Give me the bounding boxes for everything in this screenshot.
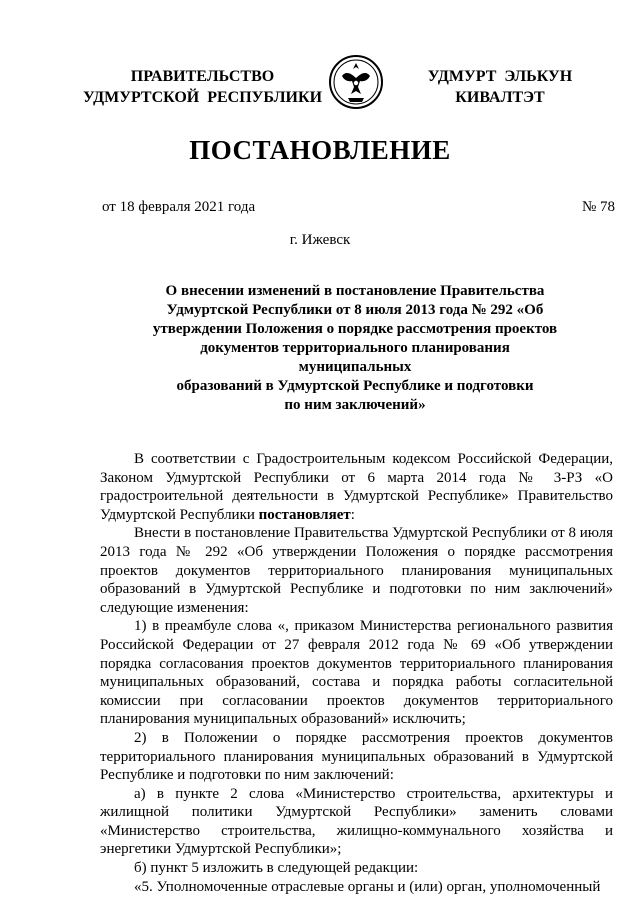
issuer-udmurt-line2: КИВАЛТЭТ [455, 89, 545, 106]
body-paragraph-item-2a: а) в пункте 2 слова «Министерство строительства, архитектуры и жилищной политики Удмуртской Республики» заменить словами «Министерство строительства, жилищно-коммунального хозяйства и энергетики Удмуртской Республики»; [100, 785, 613, 858]
document-date: от 18 февраля 2021 года [102, 199, 256, 215]
subject-line: документов территориального планирования муниципальных [200, 340, 510, 375]
subject-line: Удмуртской Республики от 8 июля 2013 года № 292 «Об [166, 302, 544, 318]
document-body [100, 450, 613, 896]
issuer-udmurt-line1: УДМУРТ ЭЛЬКУН [427, 68, 573, 85]
subject-line: утверждении Положения о порядке рассмотрения проектов [152, 321, 558, 337]
decree-keyword: постановляет [258, 506, 351, 523]
preamble-end: : [350, 506, 355, 523]
issuer-russian [75, 66, 330, 108]
document-city: г. Ижевск [289, 232, 351, 248]
subject-line: по ним заключений» [284, 397, 426, 413]
document-number: № 78 [582, 199, 616, 215]
body-paragraph-preamble [100, 450, 613, 524]
body-paragraph-item-1: 1) в преамбуле слова «, приказом Министерства регионального развития Российской Федерации от 27 февраля 2012 года № 69 «Об утверждении порядка согласования проектов документов территориального планирования муниципальных образований, состава и порядка работы согласительной комиссии при согласовании проектов документов территориального планирования муниципальных образований» исключить; [100, 618, 613, 728]
document-subject [150, 282, 560, 415]
body-paragraph-item-2: 2) в Положении о порядке рассмотрения проектов документов территориального планирования муниципальных образований в Удмуртской Республике и подготовки по ним заключений: [100, 729, 613, 784]
subject-line: О внесении изменений в постановление Правительства [165, 283, 545, 299]
subject-line: образований в Удмуртской Республике и подготовки [176, 378, 534, 394]
issuer-udmurt [405, 66, 595, 108]
udmurt-coat-of-arms-icon [328, 54, 384, 110]
body-paragraph-quote-5: «5. Уполномоченные отраслевые органы и (или) орган, уполномоченный [134, 878, 601, 895]
issuer-russian-line2: УДМУРТСКОЙ РЕСПУБЛИКИ [82, 89, 323, 106]
issuer-russian-line1: ПРАВИТЕЛЬСТВО [130, 68, 275, 85]
document-title: ПОСТАНОВЛЕНИЕ [189, 135, 451, 165]
body-paragraph-amend: Внести в постановление Правительства Удмуртской Республики от 8 июля 2013 года № 292 «Об утверждении Положения о порядке рассмотрения проектов документов территориального планирования муниципальных образований в Удмуртской Республике и подготовки по ним заключений» следующие изменения: [100, 525, 613, 616]
preamble-text: В соответствии с Градостроительным кодексом Российской Федерации, Законом Удмуртской Республики от 6 марта 2014 года № 3-РЗ «О градостроительной деятельности в Удмуртской Республике» Правительство Удмуртской Республики [100, 451, 613, 523]
body-paragraph-item-2b: б) пункт 5 изложить в следующей редакции: [134, 860, 419, 877]
